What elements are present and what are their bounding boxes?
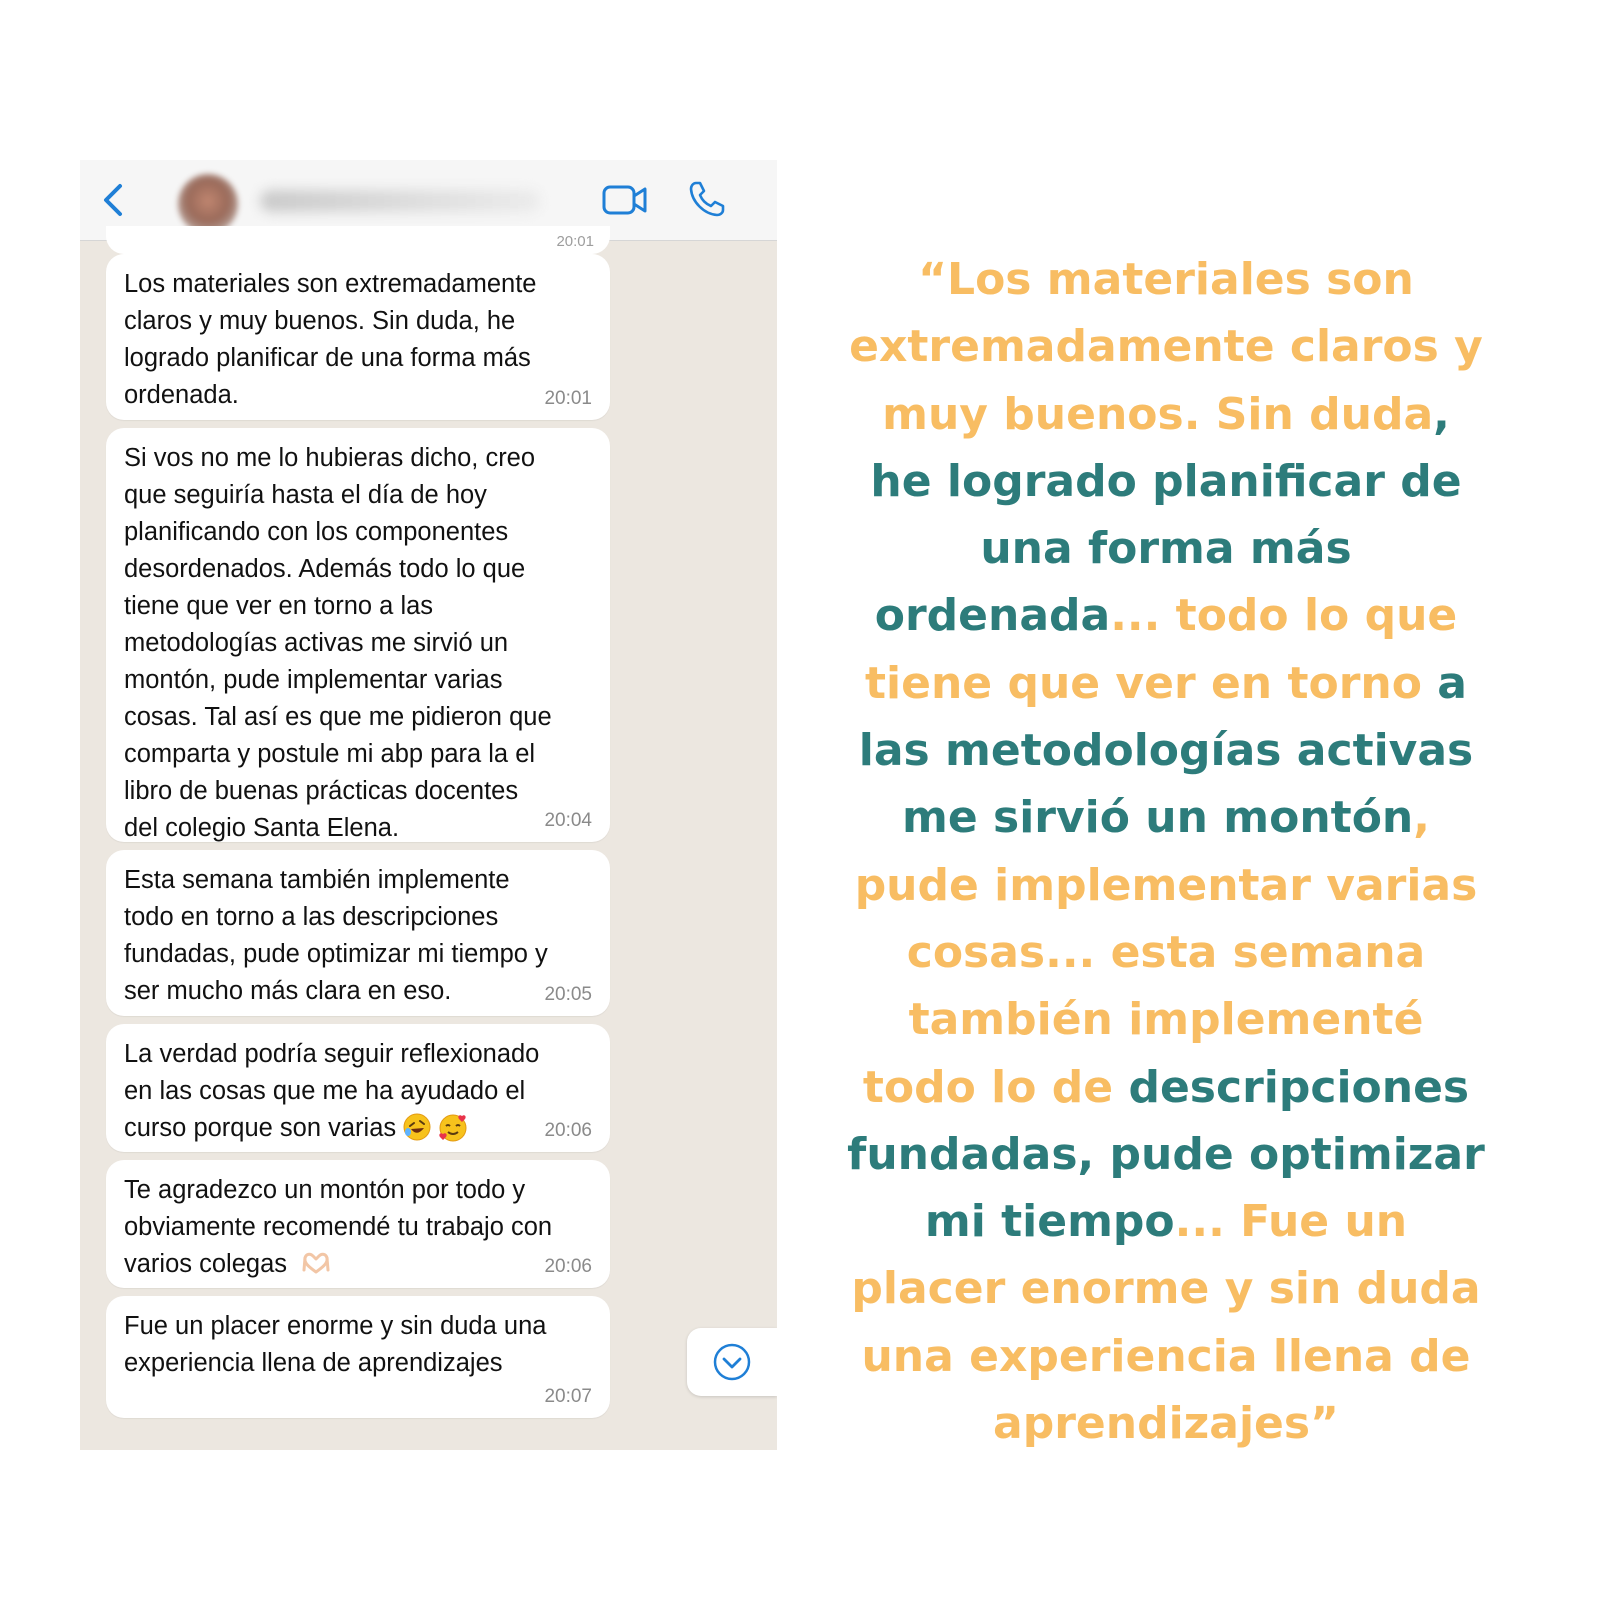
message-time: 20:07 xyxy=(544,1386,592,1407)
quote-segment: ... todo lo que tiene que ver en torno xyxy=(865,590,1458,709)
avatar[interactable] xyxy=(178,174,238,234)
chevron-left-icon[interactable] xyxy=(98,182,128,218)
message-time: 20:01 xyxy=(556,233,594,250)
message-bubble[interactable] xyxy=(106,1024,610,1152)
quote-segment: “Los materiales son extremadamente claros y muy buenos. Sin duda xyxy=(849,254,1483,440)
message-bubble[interactable] xyxy=(106,254,610,420)
quote-segment: ... Fue un placer enorme y sin duda una experiencia llena de aprendizajes” xyxy=(851,1196,1481,1450)
message-time: 20:06 xyxy=(544,1256,592,1277)
heart-hands-emoji-icon xyxy=(301,1248,331,1278)
message-time: 20:06 xyxy=(544,1120,592,1141)
message-text xyxy=(106,1160,610,1283)
scroll-down-button[interactable] xyxy=(687,1328,777,1396)
message-bubble[interactable] xyxy=(106,850,610,1016)
message-text: Los materiales son extremadamente claros y muy buenos. Sin duda, he logrado planificar de una forma más ordenada. xyxy=(124,270,537,409)
smiling-hearts-emoji-icon xyxy=(438,1112,468,1142)
quote-segment-highlight: , he logrado planificar de una forma más ordenada xyxy=(870,388,1462,642)
message-bubble[interactable] xyxy=(106,428,610,842)
message-text: Fue un placer enorme y sin duda una experiencia llena de aprendizajes xyxy=(124,1312,547,1377)
quote-segment-highlight: descripciones fundadas, pude optimizar mi tiempo xyxy=(847,1061,1485,1248)
message-time: 20:01 xyxy=(544,388,592,409)
message-text: Esta semana también implemente todo en torno a las descripciones fundadas, pude optimizar mi tiempo y ser mucho más clara en eso. xyxy=(124,866,548,1005)
rolling-laughing-emoji-icon xyxy=(402,1112,432,1142)
message-text: Si vos no me lo hubieras dicho, creo que seguiría hasta el día de hoy planificando con los componentes desordenados. Además todo lo que tiene que ver en torno a las metodologías activas me sirvió un montón, pude implementar varias cosas. Tal así es que me pidieron que comparta y postule mi abp para la el libro de buenas prácticas docentes del colegio Santa Elena. xyxy=(124,444,552,842)
contact-name-blurred[interactable] xyxy=(260,190,540,212)
phone-icon[interactable] xyxy=(688,180,726,218)
message-bubble[interactable] xyxy=(106,1160,610,1288)
message-text-content: Te agradezco un montón por todo y obviamente recomendé tu trabajo con varios colegas xyxy=(124,1176,553,1278)
chevron-down-circle-icon xyxy=(713,1343,751,1381)
message-list[interactable] xyxy=(80,233,777,1450)
message-text xyxy=(106,1024,610,1147)
quote-segment-highlight: a las metodologías activas me sirvió un montón xyxy=(858,657,1474,844)
testimonial-quote xyxy=(846,246,1486,1457)
quote-segment: , pude implementar varias cosas... esta semana también implementé todo lo de xyxy=(854,792,1478,1113)
chat-screenshot xyxy=(80,160,777,1450)
message-text-content: La verdad podría seguir reflexionado en las cosas que me ha ayudado el curso porque son varias xyxy=(124,1040,540,1142)
message-bubble[interactable] xyxy=(106,1296,610,1418)
message-time: 20:04 xyxy=(544,810,592,831)
message-time: 20:05 xyxy=(544,984,592,1005)
video-camera-icon[interactable] xyxy=(602,182,648,218)
previous-message-bubble xyxy=(106,226,610,254)
